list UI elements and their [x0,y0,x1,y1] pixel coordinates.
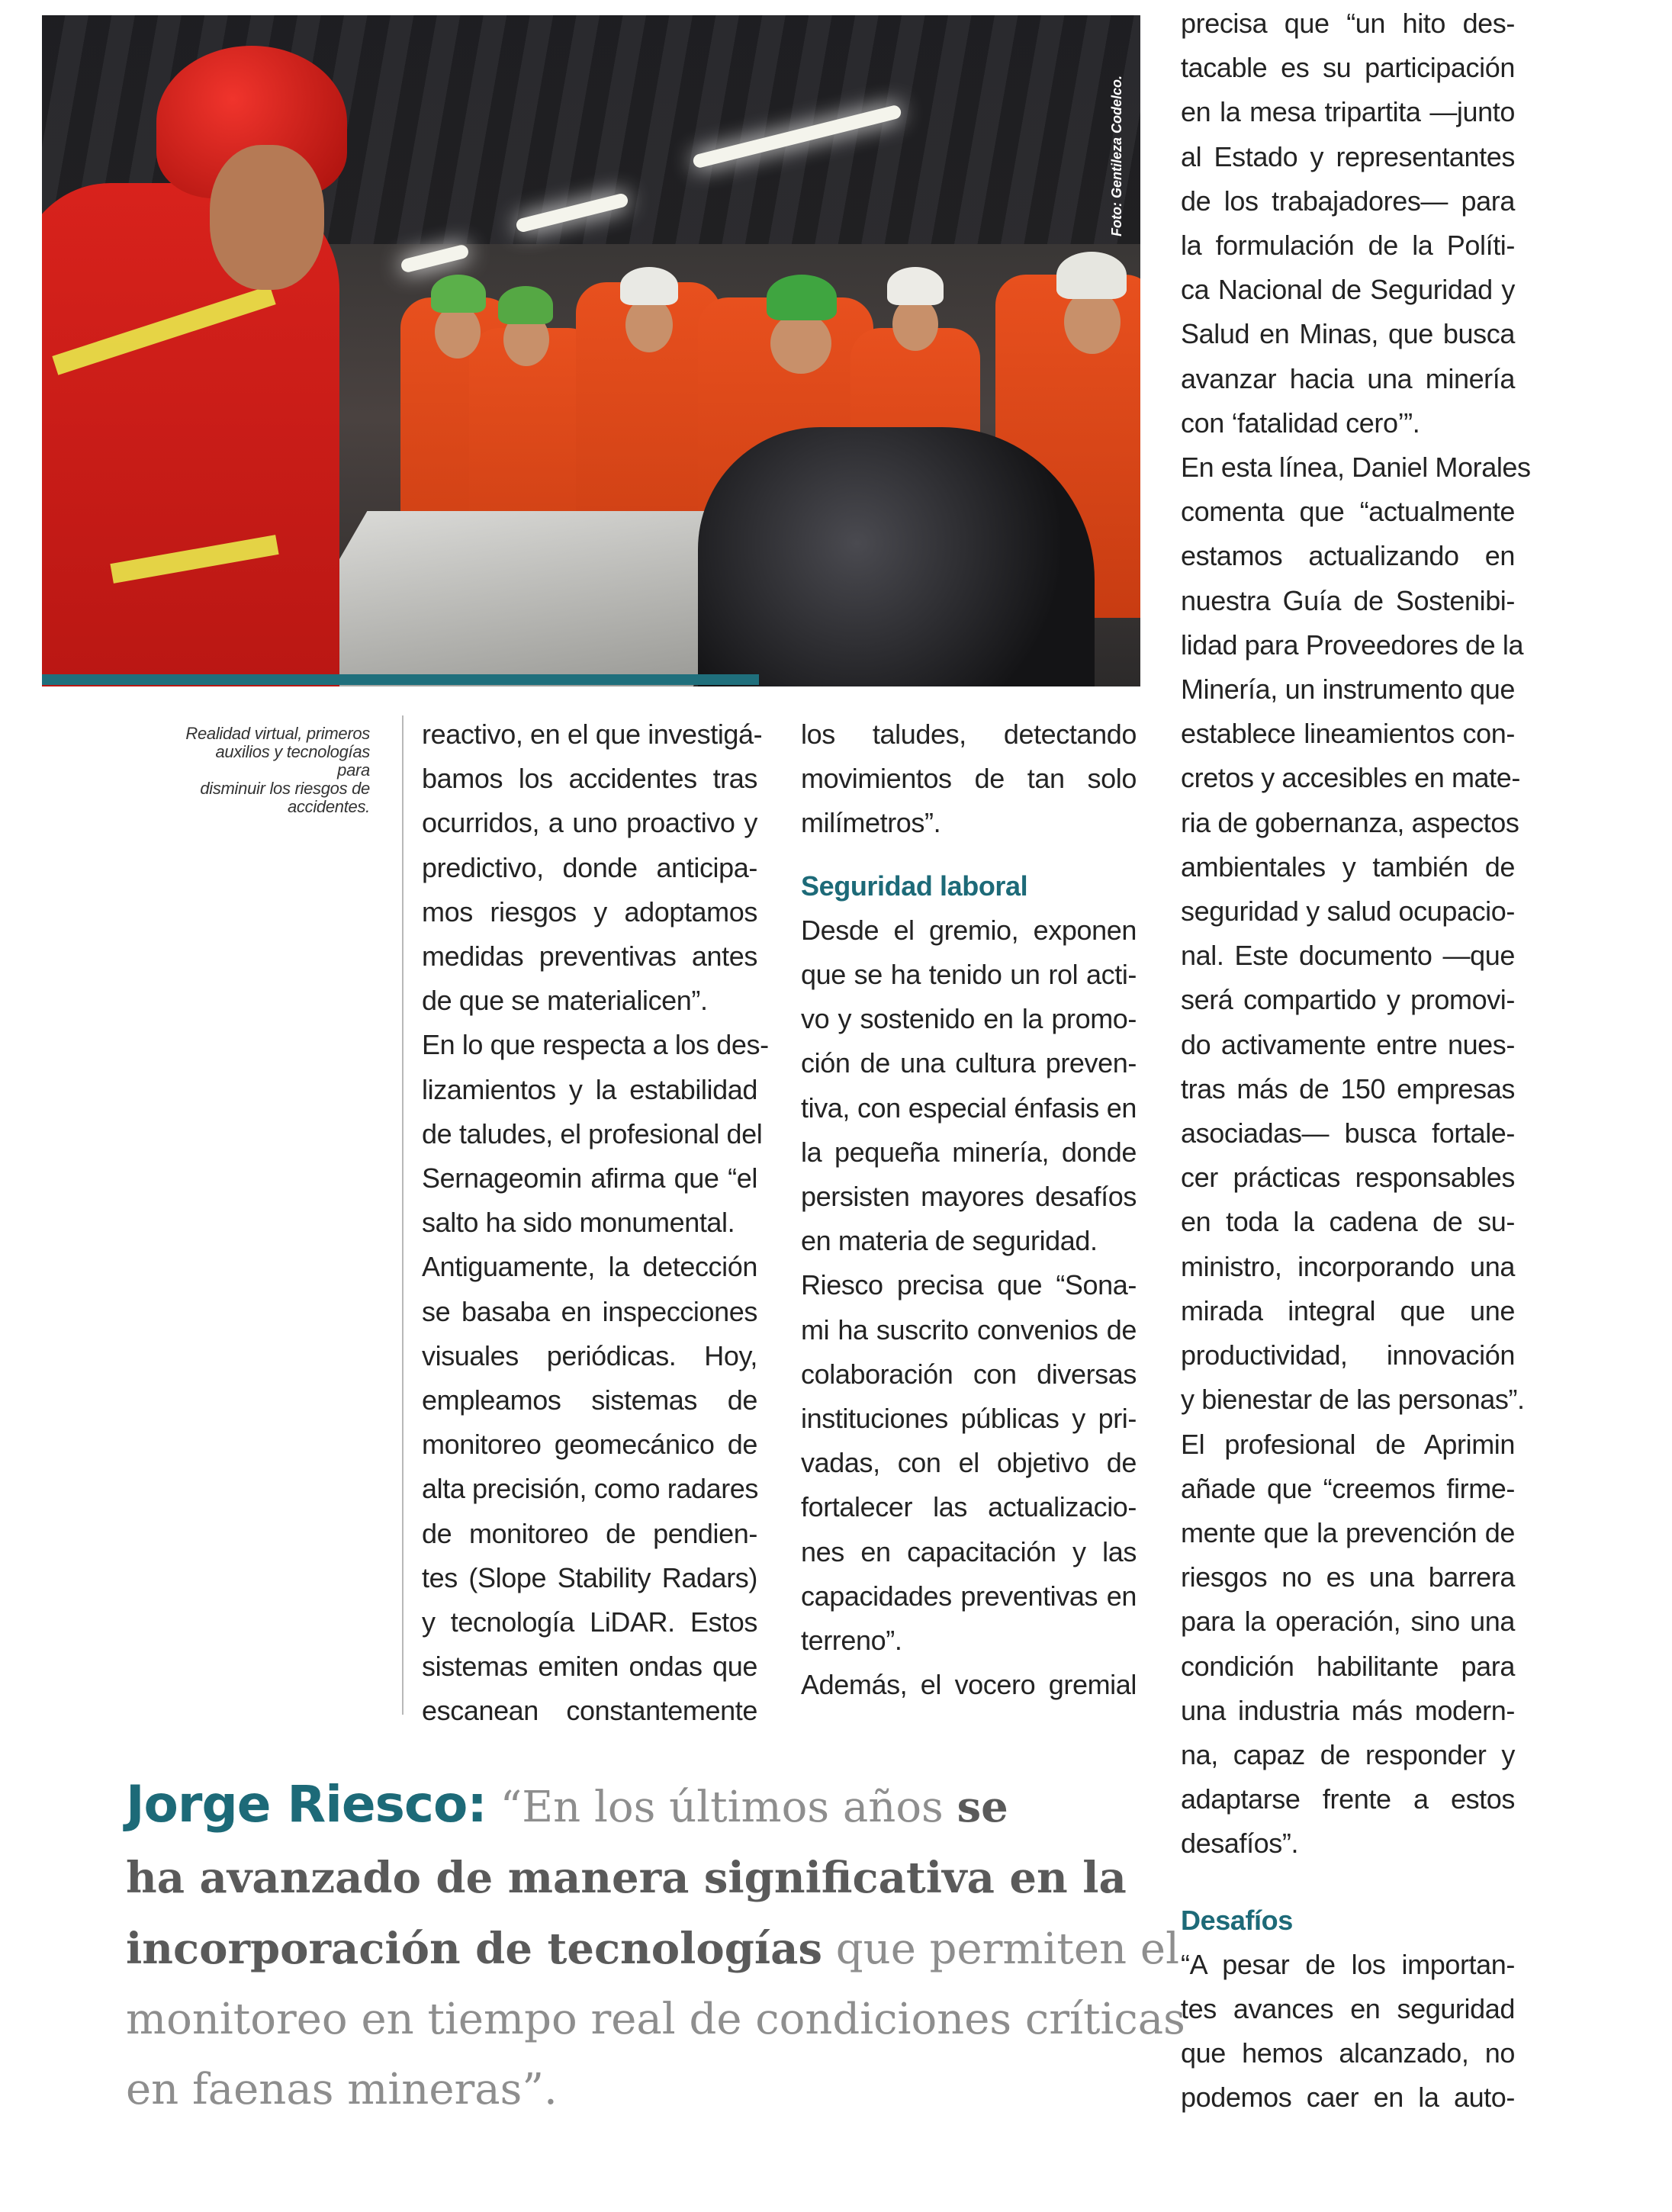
text-line: mi ha suscrito convenios de [801,1313,1137,1346]
text-line: El profesional de Aprimin [1181,1428,1515,1460]
text-line: milímetros”. [801,807,941,839]
reflective-stripe [110,535,278,584]
caption-line: Realidad virtual, primeros [185,724,370,743]
text-line: “A pesar de los importan- [1181,1948,1515,1980]
text-line: nuestra Guía de Sostenibi- [1181,584,1515,616]
text-line: En esta línea, Daniel Morales [1181,452,1531,484]
text-line: mirada integral que une [1181,1294,1515,1326]
photo-caption [179,725,370,816]
text-line: visuales periódicas. Hoy, [422,1339,757,1371]
text-line: Además, el vocero gremial [801,1669,1137,1701]
text-line: movimientos de tan solo [801,763,1137,795]
text-line: se basaba en inspecciones [422,1295,757,1327]
text-line: tiva, con especial énfasis en [801,1092,1137,1124]
text-line: Riesco precisa que “Sona- [801,1269,1137,1301]
text-line: seguridad y salud ocupacio- [1181,895,1515,928]
worker-helmet [620,267,678,305]
text-line: ministro, incorporando una [1181,1250,1515,1282]
text-line: vadas, con el objetivo de [801,1447,1137,1479]
text-line: precisa que “un hito des- [1181,8,1515,39]
text-line: que se ha tenido un rol acti- [801,959,1137,991]
text-line: una industria más modern- [1181,1694,1515,1726]
text-line: con ‘fatalidad cero’”. [1181,407,1420,439]
pull-quote-text: “En los últimos años [486,1783,957,1832]
text-line: establece lineamientos con- [1181,718,1515,750]
worker-helmet [767,275,837,320]
text-line: riesgos no es una barrera [1181,1561,1515,1593]
text-line: Salud en Minas, que busca [1181,318,1515,350]
section-heading: Desafíos [1181,1904,1293,1936]
worker-head [625,297,673,352]
worker-head [770,313,831,374]
text-line: los taludes, detectando [801,719,1137,750]
column-divider [402,715,404,1715]
text-line: cretos y accesibles en mate- [1181,762,1520,794]
text-line: colaboración con diversas [801,1358,1137,1390]
text-line: que hemos alcanzado, no [1181,2037,1515,2069]
instructor-face [210,145,324,290]
text-line: lizamientos y la estabilidad [422,1073,757,1105]
worker-head [435,305,481,358]
text-line: en toda la cadena de su- [1181,1206,1515,1238]
text-line: reactivo, en el que investigá- [422,719,763,750]
photo-accent-rule [42,674,759,685]
pull-quote-text: que permiten el [822,1924,1179,1974]
text-line: comenta que “actualmente [1181,496,1515,528]
article-column-3 [1181,2,1531,2120]
text-line: la pequeña minería, donde [801,1136,1137,1168]
text-line: En lo que respecta a los des- [422,1029,769,1061]
pull-quote-emphasis: se [957,1782,1008,1832]
text-line: monitoreo geomecánico de [422,1429,757,1461]
text-line: tras más de 150 empresas [1181,1072,1515,1104]
text-line: nal. Este documento —que [1181,940,1515,972]
pull-quote-line: en faenas mineras”. [126,2065,558,2114]
text-line: y tecnología LiDAR. Estos [422,1606,757,1638]
text-line: sistemas emiten ondas que [422,1651,757,1683]
text-line: nes en capacitación y las [801,1535,1137,1567]
text-line: terreno”. [801,1625,902,1657]
text-line: vo y sostenido en la promo- [801,1003,1137,1035]
text-line: avanzar hacia una minería [1181,362,1515,394]
pull-quote-speaker: Jorge Riesco: [126,1775,487,1834]
pull-quote [126,1770,1185,2125]
text-line: la formulación de la Políti- [1181,230,1515,262]
text-line: instituciones públicas y pri- [801,1403,1137,1435]
caption-line: disminuir los riesgos de [200,779,370,798]
worker-helmet [887,267,944,305]
section-heading: Seguridad laboral [801,870,1028,902]
text-line: de taludes, el profesional del [422,1117,763,1149]
text-line: lidad para Proveedores de la [1181,629,1524,661]
text-line: y bienestar de las personas”. [1181,1384,1525,1416]
text-line: estamos actualizando en [1181,540,1515,572]
text-line: predictivo, donde anticipa- [422,851,757,883]
caption-line: auxilios y tecnologías para [215,742,370,780]
text-line: alta precisión, como radares [422,1473,759,1505]
pull-quote-line: monitoreo en tiempo real de condiciones críticas [126,1995,1185,2044]
text-line: cer prácticas responsables [1181,1162,1515,1194]
text-line: en materia de seguridad. [801,1225,1098,1257]
photo-credit: Foto: Gentileza Codelco. [1109,75,1124,236]
text-line: mos riesgos y adoptamos [422,895,757,928]
worker-head [1064,290,1121,354]
text-line: mente que la prevención de [1181,1516,1515,1548]
pull-quote-emphasis: ha avanzado de manera significativa en la [126,1853,1127,1903]
article-photo [42,15,1140,686]
text-line: para la operación, sino una [1181,1606,1515,1638]
article-column-2 [801,712,1137,1707]
text-line: Desde el gremio, exponen [801,914,1137,946]
text-line: de los trabajadores— para [1181,185,1515,217]
pull-quote-emphasis: incorporación de tecnologías [126,1924,822,1974]
text-line: fortalecer las actualizacio- [801,1491,1137,1523]
text-line: ca Nacional de Seguridad y [1181,274,1515,306]
pull-quote-line [126,1843,1127,1914]
text-line: tes (Slope Stability Radars) [422,1561,757,1593]
text-line: asociadas— busca fortale- [1181,1117,1515,1149]
text-line: escanean constantemente [422,1695,757,1727]
text-line: empleamos sistemas de [422,1384,757,1416]
worker-helmet [498,286,553,324]
text-line: de que se materialicen”. [422,985,708,1017]
text-line: ambientales y también de [1181,850,1515,883]
text-line: na, capaz de responder y [1181,1738,1515,1770]
breathing-equipment [698,427,1095,686]
text-line: adaptarse frente a estos [1181,1783,1515,1815]
text-line: ria de gobernanza, aspectos [1181,806,1519,838]
caption-line: accidentes. [288,797,370,816]
pull-quote-line [126,1770,1110,1843]
pull-quote-line [126,1914,1179,1985]
text-line: condición habilitante para [1181,1650,1515,1682]
text-line: productividad, innovación [1181,1339,1515,1371]
text-line: persisten mayores desafíos [801,1181,1137,1213]
text-line: en la mesa tripartita —junto [1181,96,1515,128]
text-line: será compartido y promovi- [1181,984,1515,1016]
text-line: Antiguamente, la detección [422,1251,757,1283]
text-line: ocurridos, a uno proactivo y [422,807,757,839]
worker-helmet [1056,252,1127,299]
text-line: medidas preventivas antes [422,940,757,973]
text-line: tacable es su participación [1181,52,1515,84]
text-line: de monitoreo de pendien- [422,1517,757,1549]
text-line: salto ha sido monumental. [422,1207,735,1239]
text-line: al Estado y representantes [1181,140,1515,172]
text-line: Sernageomin afirma que “el [422,1162,757,1194]
text-line: Minería, un instrumento que [1181,674,1515,706]
reflective-stripe [52,285,275,375]
text-line: tes avances en seguridad [1181,1992,1515,2024]
article-column-1 [422,712,769,1734]
text-line: do activamente entre nues- [1181,1028,1515,1060]
worker-helmet [431,275,486,313]
worker-head [892,297,938,351]
text-line: ción de una cultura preven- [801,1047,1137,1079]
text-line: bamos los accidentes tras [422,763,757,795]
ceiling-lamp [400,243,470,273]
text-line: podemos caer en la auto- [1181,2082,1515,2114]
text-line: añade que “creemos firme- [1181,1472,1515,1504]
text-line: capacidades preventivas en [801,1580,1137,1612]
text-line: desafíos”. [1181,1828,1299,1860]
